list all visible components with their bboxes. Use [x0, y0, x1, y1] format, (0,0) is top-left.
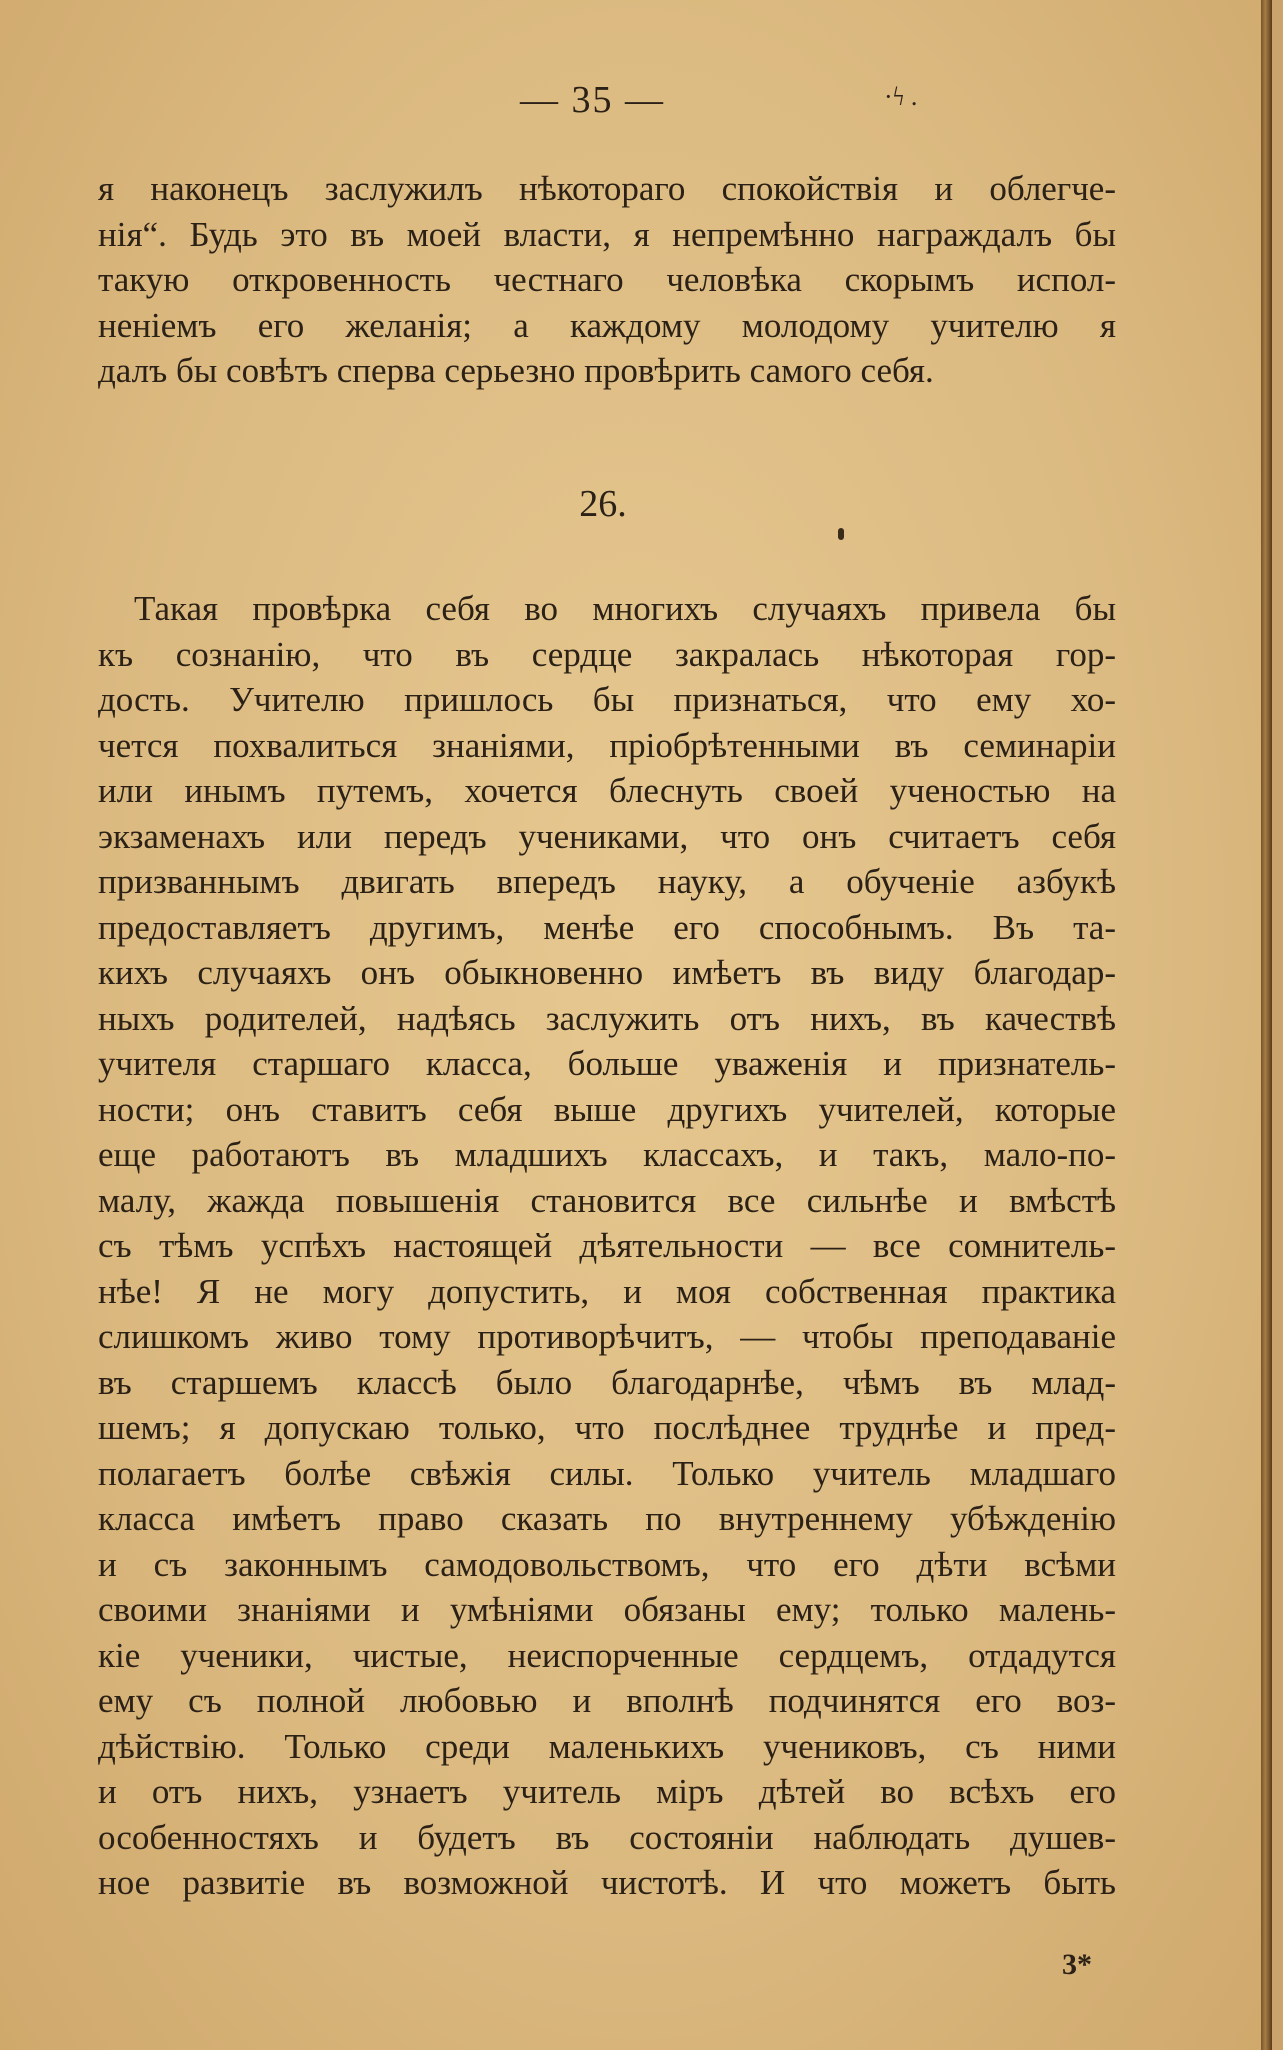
text-line: еще работаютъ въ младшихъ классахъ, и такъ, мало-по-: [98, 1135, 1116, 1174]
text-line: призваннымъ двигать впередъ науку, а обученіе азбукѣ: [98, 862, 1116, 901]
text-line: учителя старшаго класса, больше уваженія и признатель-: [98, 1044, 1116, 1083]
text-line: ему съ полной любовью и вполнѣ подчинятся его воз-: [98, 1681, 1116, 1720]
text-line: или инымъ путемъ, хочется блеснуть своей ученостью на: [98, 771, 1116, 810]
signature-mark: 3*: [1062, 1948, 1092, 1981]
text-line: чется похвалиться знаніями, пріобрѣтенными въ семинаріи: [98, 725, 1116, 765]
text-line: къ сознанію, что въ сердце закралась нѣкоторая гор-: [98, 634, 1116, 674]
section-number: 26.: [579, 483, 627, 525]
text-line: ное развитіе въ возможной чистотѣ. И что можетъ быть: [98, 1863, 1116, 1902]
text-line: слишкомъ живо тому противорѣчитъ, — чтобы преподаваніе: [98, 1317, 1116, 1356]
page-edge: [1261, 0, 1272, 2050]
text-line: полагаетъ болѣе свѣжія силы. Только учитель младшаго: [98, 1453, 1116, 1493]
text-line: неніемъ его желанія; а каждому молодому учителю я: [98, 305, 1116, 345]
ink-dot: [838, 528, 844, 540]
text-line: кихъ случаяхъ онъ обыкновенно имѣетъ въ виду благодар-: [98, 953, 1116, 992]
text-line: предоставляетъ другимъ, менѣе его способнымъ. Въ та-: [98, 907, 1116, 947]
text-line: и отъ нихъ, узнаетъ учитель міръ дѣтей во всѣхъ его: [98, 1772, 1116, 1811]
text-line: такую откровенность честнаго человѣка скорымъ испол-: [98, 260, 1116, 299]
text-line: своими знаніями и умѣніями обязаны ему; только малень-: [98, 1590, 1116, 1629]
top-paragraph: [98, 166, 1116, 394]
text-line: класса имѣетъ право сказать по внутреннему убѣжденію: [98, 1499, 1116, 1538]
text-line: далъ бы совѣтъ сперва серьезно провѣрить самого себя.: [98, 351, 934, 390]
text-line: особенностяхъ и будетъ въ состояніи наблюдать душев-: [98, 1817, 1116, 1857]
text-line: въ старшемъ классѣ было благодарнѣе, чѣмъ въ млад-: [98, 1362, 1116, 1402]
text-line: нѣе! Я не могу допустить, и моя собственная практика: [98, 1271, 1116, 1311]
text-line: ности; онъ ставитъ себя выше другихъ учителей, которые: [98, 1089, 1116, 1129]
page-header: [0, 78, 1272, 128]
text-line: шемъ; я допускаю только, что послѣднее труднѣе и пред-: [98, 1408, 1116, 1447]
text-line: ныхъ родителей, надѣясь заслужить отъ нихъ, въ качествѣ: [98, 998, 1116, 1038]
text-line: дость. Учителю пришлось бы признаться, что ему хо-: [98, 680, 1116, 719]
main-paragraph: [98, 586, 1116, 1906]
text-line: экзаменахъ или передъ учениками, что онъ считаетъ себя: [98, 816, 1116, 856]
text-line: дѣйствію. Только среди маленькихъ учениковъ, съ ними: [98, 1726, 1116, 1766]
text-line: Такая провѣрка себя во многихъ случаяхъ привела бы: [134, 589, 1116, 628]
text-line: нія“. Будь это въ моей власти, я непремѣнно награждалъ бы: [98, 214, 1116, 254]
page-number: — 35 —: [520, 79, 665, 121]
header-mark: ·ϟ .: [884, 82, 918, 111]
text-line: я наконецъ заслужилъ нѣкотораго спокойствія и облегче-: [98, 169, 1116, 208]
text-line: малу, жажда повышенія становится все сильнѣе и вмѣстѣ: [98, 1180, 1116, 1220]
text-line: и съ законнымъ самодовольствомъ, что его дѣти всѣми: [98, 1544, 1116, 1584]
text-line: съ тѣмъ успѣхъ настоящей дѣятельности — все сомнитель-: [98, 1226, 1116, 1265]
text-line: кіе ученики, чистые, неиспорченные сердцемъ, отдадутся: [98, 1635, 1116, 1675]
